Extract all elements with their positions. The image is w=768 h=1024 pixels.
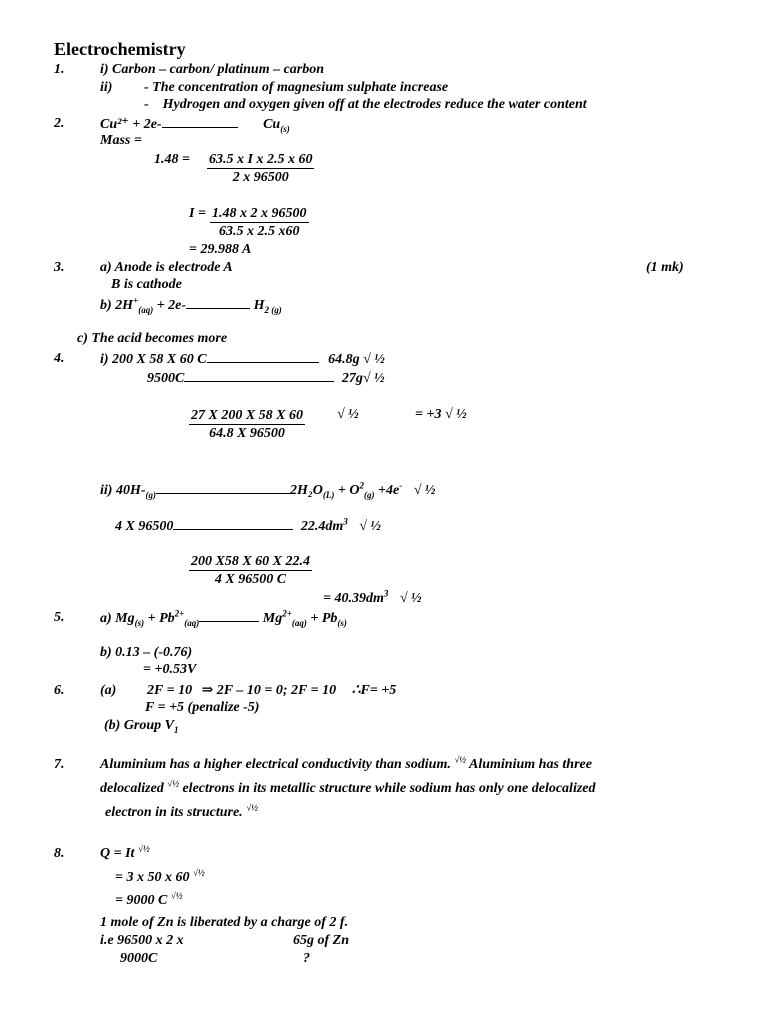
check-mark: √ ½ xyxy=(399,591,422,606)
question-number: 5. xyxy=(54,610,65,625)
q6-part-a-label: (a) xyxy=(100,683,117,698)
denominator: 2 x 96500 xyxy=(232,170,289,185)
q8-charge: = 9000 C xyxy=(115,893,168,908)
check-mark: √½ xyxy=(167,778,179,789)
q1-part-ii-label: ii) xyxy=(100,80,113,95)
denominator: 63.5 x 2.5 x60 xyxy=(219,224,300,239)
check-mark: √ ½ xyxy=(337,407,359,422)
q6-part-b xyxy=(104,718,179,734)
q3-b-product: H xyxy=(253,298,265,313)
q8-line-6-right: ? xyxy=(303,951,310,966)
question-number: 6. xyxy=(54,683,65,698)
q3-b-h: b) 2H xyxy=(100,298,134,313)
q2-eq-left: Cu²⁺ + 2e- xyxy=(100,117,162,132)
charge-superscript: + xyxy=(133,295,139,306)
check-mark: √ ½ xyxy=(359,519,381,534)
q8-line-4: 1 mole of Zn is liberated by a charge of 2 f. xyxy=(100,915,349,930)
state-subscript: (s) xyxy=(337,617,347,628)
q3-b-electrons: + 2e- xyxy=(153,298,187,313)
q8-line-2 xyxy=(115,867,205,886)
q5-a-pb-metal: + Pb xyxy=(306,611,338,626)
charge-superscript: 2 xyxy=(359,480,364,491)
check-mark: √½ xyxy=(170,890,183,901)
q5-a-mg: a) Mg xyxy=(100,611,135,626)
numerator: 63.5 x I x 2.5 x 60 xyxy=(209,152,313,167)
q6-b-answer: (b) Group V xyxy=(104,718,175,733)
question-number: 1. xyxy=(54,62,65,77)
q2-result: = 29.988 A xyxy=(189,242,252,257)
therefore-icon: ∴F xyxy=(351,683,370,698)
q4-part-i-line1 xyxy=(100,351,385,368)
question-number: 7. xyxy=(54,757,65,772)
charge-superscript: 2+ xyxy=(174,608,185,619)
q4-i2-right: 27g√ ½ xyxy=(341,371,385,386)
q4-part-i-line2 xyxy=(147,370,385,387)
question-number: 8. xyxy=(54,846,65,861)
q8-line-6-left: 9000C xyxy=(120,951,158,966)
q4-i2-left: 9500C xyxy=(147,371,185,386)
state-subscript: (aq) xyxy=(138,304,154,315)
q4-ii-left: ii) 40H- xyxy=(100,483,146,498)
q4-part-ii-line1 xyxy=(100,482,435,499)
q5-a-pb: + Pb xyxy=(144,611,175,626)
q4-ii2-volume: 22.4dm xyxy=(300,519,344,534)
q6-a-eq2: 2F – 10 = 0; 2F = 10 xyxy=(216,683,337,698)
q4-result xyxy=(323,588,422,607)
state-subscript: (aq) xyxy=(291,617,307,628)
q4-ii-oxygen: + O xyxy=(334,483,360,498)
q5-part-b: b) 0.13 – (-0.76) xyxy=(100,645,193,660)
q8-line-1 xyxy=(100,843,150,862)
q3-part-a-cathode: B is cathode xyxy=(111,277,182,292)
q6-a-result: = +5 xyxy=(369,683,397,698)
q4-fraction-1 xyxy=(189,407,305,442)
state-subscript: (g) xyxy=(145,489,156,500)
question-number: 2. xyxy=(54,116,65,131)
state-subscript: 2 (g) xyxy=(264,304,282,315)
check-mark: √ ½ xyxy=(413,483,436,498)
q4-oxidation-result: = +3 √ ½ xyxy=(415,407,467,422)
q6-a-eq: 2F = 10 xyxy=(147,683,193,698)
page-title: Electrochemistry xyxy=(54,39,186,59)
q3-part-a: a) Anode is electrode A xyxy=(100,260,233,275)
question-number: 4. xyxy=(54,351,65,366)
q8-formula: Q = It xyxy=(100,846,135,861)
q6-part-a-note: F = +5 (penalize -5) xyxy=(145,700,260,715)
charge-superscript: 2+ xyxy=(282,608,292,619)
question-number: 3. xyxy=(54,260,65,275)
state-subscript: (L) xyxy=(322,489,335,500)
q3-part-b xyxy=(100,297,282,314)
q4-i-left: i) 200 X 58 X 60 C xyxy=(100,352,207,367)
q8-line-5-left: i.e 96500 x 2 x xyxy=(100,933,184,948)
q2-lhs: 1.48 = xyxy=(154,152,190,167)
q2-mass-label: Mass = xyxy=(100,133,142,148)
q7-line-3 xyxy=(105,802,258,821)
mark-subscript: 1 xyxy=(174,724,179,735)
q2-fraction-2 xyxy=(210,205,309,240)
check-mark: √½ xyxy=(246,802,258,813)
q7-text: Aluminium has a higher electrical conductivity than sodium. xyxy=(100,757,451,772)
q2-i-lhs: I = xyxy=(189,206,206,221)
q7-text: delocalized xyxy=(100,781,164,796)
q1-part-ii-b: - Hydrogen and oxygen given off at the electrodes reduce the water content xyxy=(144,97,587,112)
state-subscript: (s) xyxy=(134,617,145,628)
q4-ii-water: 2H₂O xyxy=(290,483,323,498)
q2-eq-right: Cu xyxy=(263,117,281,132)
q8-substitution: = 3 x 50 x 60 xyxy=(115,870,190,885)
charge-superscript: - xyxy=(399,480,403,491)
state-subscript: (g) xyxy=(363,489,375,500)
numerator: 27 X 200 X 58 X 60 xyxy=(191,408,304,423)
check-mark: √½ xyxy=(137,843,150,854)
q1-part-ii-a: - The concentration of magnesium sulphate increase xyxy=(144,80,449,95)
numerator: 1.48 x 2 x 96500 xyxy=(212,206,307,221)
q1-part-i: i) Carbon – carbon/ platinum – carbon xyxy=(100,62,325,77)
q4-fraction-2 xyxy=(189,553,312,588)
q8-line-5-right: 65g of Zn xyxy=(293,933,349,948)
check-mark: √½ xyxy=(192,867,205,878)
q7-text: Aluminium has three xyxy=(466,757,592,772)
q4-part-ii-line2 xyxy=(115,518,381,535)
q3-part-c: c) The acid becomes more xyxy=(77,331,228,346)
unit-superscript: 3 xyxy=(383,588,389,599)
state-subscript: (aq) xyxy=(184,617,200,628)
q4-ii2-left: 4 X 96500 xyxy=(115,519,174,534)
q4-result-value: = 40.39dm xyxy=(323,591,384,606)
q2-fraction-1 xyxy=(207,151,314,186)
state-subscript: (s) xyxy=(280,123,290,134)
q4-ii-electrons: +4e xyxy=(374,483,400,498)
q7-text: electrons in its metallic structure while sodium has only one delocalized xyxy=(178,781,596,796)
q6-part-a xyxy=(147,683,396,699)
check-mark: √½ xyxy=(454,754,467,765)
denominator: 64.8 X 96500 xyxy=(209,426,285,441)
marks-label: (1 mk) xyxy=(646,260,684,275)
denominator: 4 X 96500 C xyxy=(214,572,287,587)
q5-part-b-result: = +0.53V xyxy=(143,662,197,677)
q8-line-3 xyxy=(115,890,183,909)
numerator: 200 X58 X 60 X 22.4 xyxy=(191,554,311,569)
q7-line-1 xyxy=(100,754,592,773)
implies-icon: ⇒ xyxy=(201,683,214,698)
q2-equation xyxy=(100,116,290,133)
q7-text: electron in its structure. xyxy=(105,805,243,820)
unit-superscript: 3 xyxy=(343,516,348,527)
q7-line-2 xyxy=(100,778,596,797)
q5-a-mg-ion: Mg xyxy=(262,611,283,626)
q5-part-a xyxy=(100,610,347,627)
q4-i-right: 64.8g √ ½ xyxy=(328,352,385,367)
